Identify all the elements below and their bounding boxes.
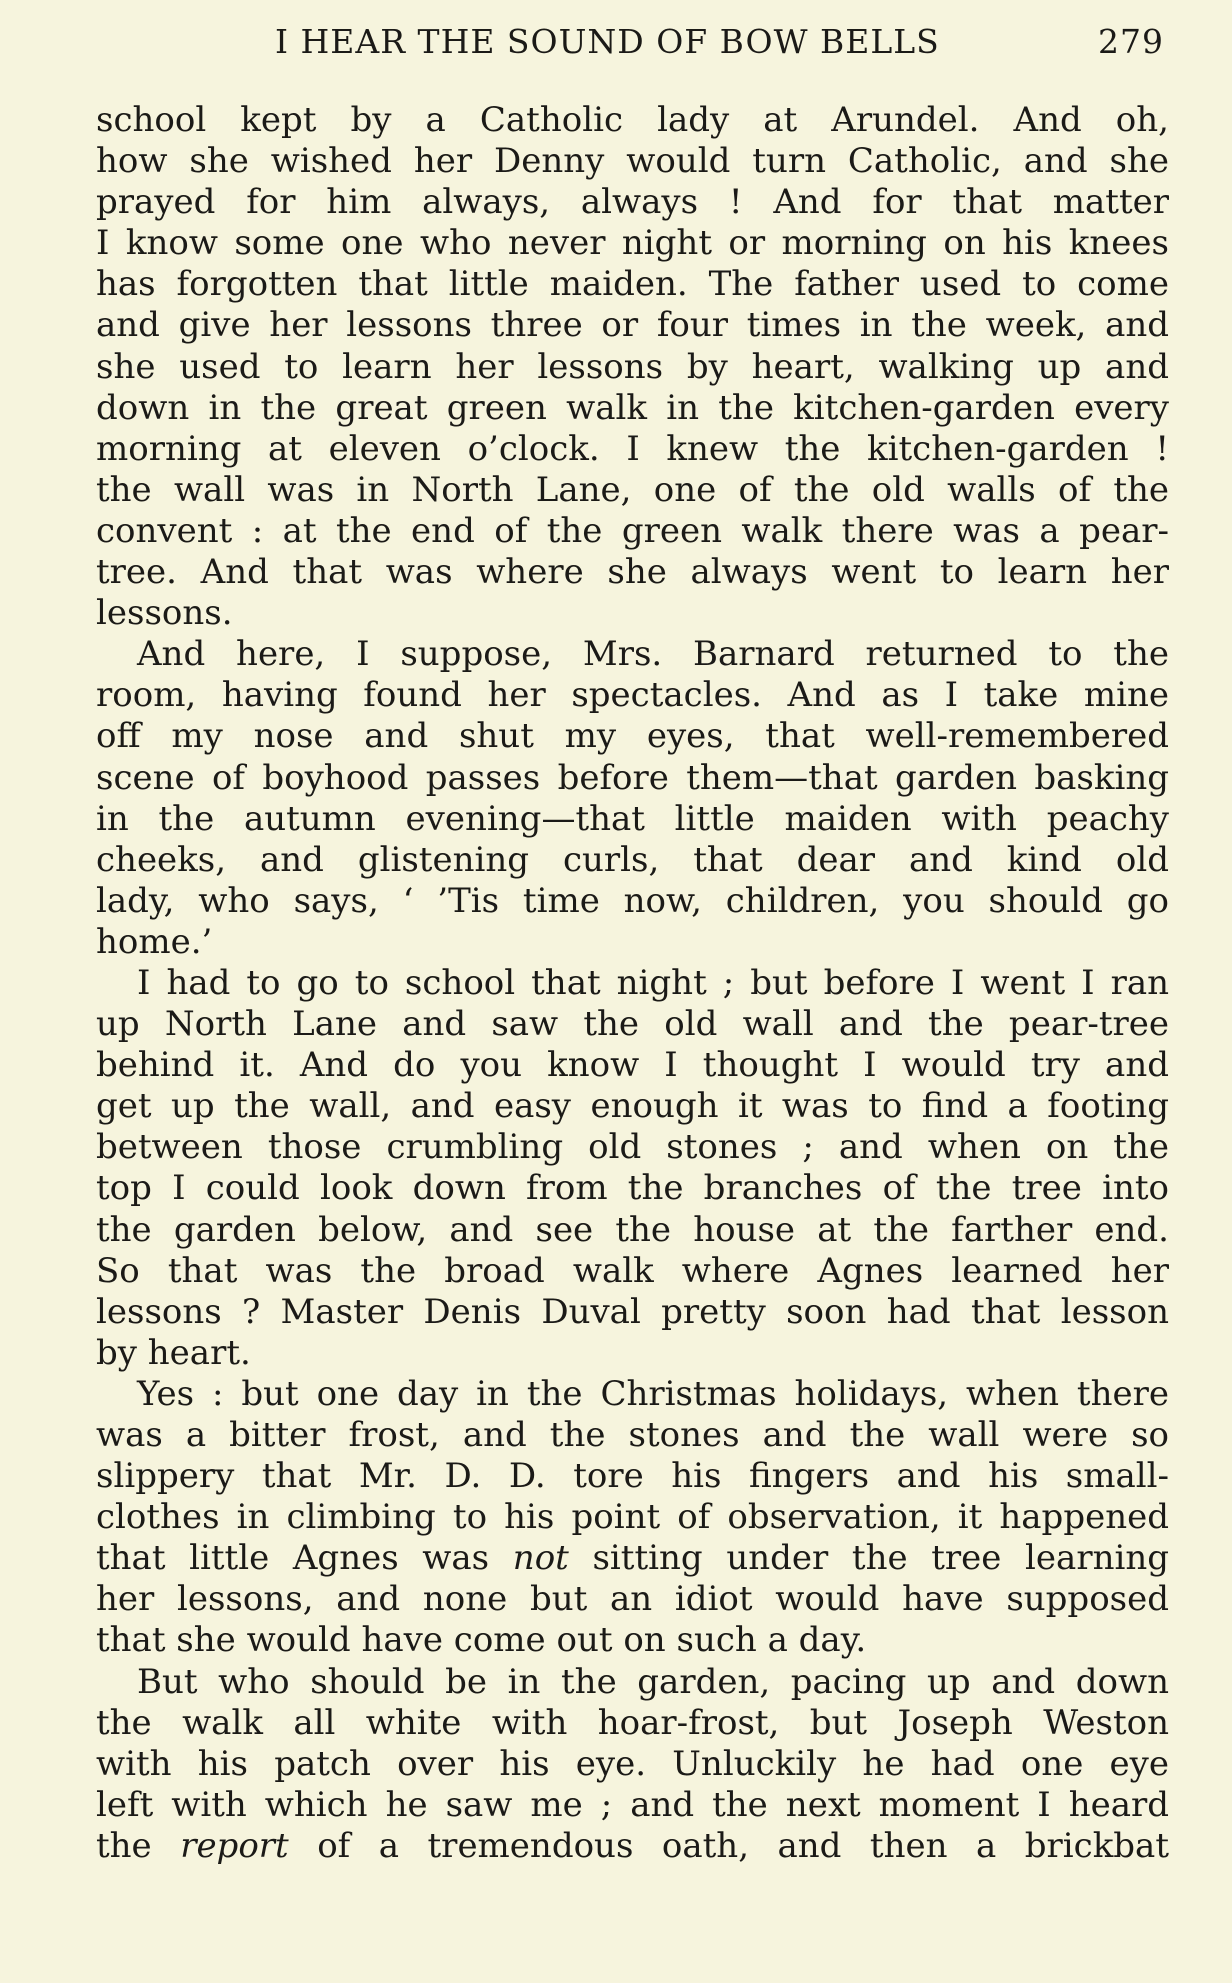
- text-line: [96, 1579, 1169, 1620]
- text-line: [96, 552, 1169, 593]
- line-text: I know some one who never night or morning on his knees: [96, 223, 1169, 264]
- running-header: [275, 22, 1164, 66]
- line-text: tree. And that was where she always went to learn her: [96, 552, 1169, 593]
- line-text: has forgotten that little maiden. The father used to come: [96, 264, 1169, 305]
- line-text-after: sitting under the tree learning: [568, 1538, 1170, 1579]
- text-line: [96, 1292, 1169, 1333]
- line-text: slippery that Mr. D. D. tore his fingers and his small-: [96, 1456, 1169, 1497]
- text-line: [96, 1662, 1169, 1703]
- line-text: And here, I suppose, Mrs. Barnard returned to the: [137, 634, 1169, 675]
- line-text: was a bitter frost, and the stones and the wall were so: [96, 1415, 1169, 1455]
- text-line: [96, 511, 1169, 552]
- line-text: cheeks, and glistening curls, that dear and kind old: [96, 839, 1169, 880]
- line-text: between those crumbling old stones ; and when on the: [96, 1127, 1169, 1168]
- text-line: [96, 1415, 1169, 1456]
- text-line: [96, 1826, 1169, 1867]
- line-text: morning at eleven o’clock. I knew the kitchen-garden !: [96, 428, 1169, 469]
- text-line: [96, 429, 1169, 470]
- text-line: [96, 223, 1169, 264]
- text-line: [96, 264, 1169, 305]
- line-text: convent : at the end of the green walk there was a pear-: [96, 510, 1169, 551]
- line-text: scene of boyhood passes before them—that garden basking: [96, 757, 1169, 798]
- line-text: top I could look down from the branches of the tree into: [96, 1168, 1169, 1209]
- line-text: left with which he saw me ; and the next moment I heard: [96, 1784, 1169, 1825]
- text-line: [96, 963, 1169, 1004]
- line-text: off my nose and shut my eyes, that well-remembered: [96, 716, 1169, 757]
- text-line: [96, 881, 1169, 922]
- line-text: lessons ? Master Denis Duval pretty soon had that lesson: [96, 1291, 1169, 1332]
- text-line: [96, 1004, 1169, 1045]
- text-line: [96, 1620, 1169, 1661]
- line-text: the: [96, 1825, 181, 1866]
- text-line: [96, 799, 1169, 840]
- line-text: school kept by a Catholic lady at Arundel. And oh,: [96, 100, 1169, 140]
- text-line: [96, 1497, 1169, 1538]
- text-line: [96, 1086, 1169, 1127]
- line-text: the walk all white with hoar-frost, but Joseph Weston: [96, 1702, 1169, 1743]
- text-line: [96, 675, 1169, 716]
- text-line: [96, 470, 1169, 511]
- italic-word: report: [180, 1825, 289, 1866]
- text-line: [96, 305, 1169, 346]
- line-text: behind it. And do you know I thought I would try and: [96, 1045, 1169, 1086]
- text-line: [96, 922, 1169, 963]
- line-text: down in the great green walk in the kitchen-garden every: [96, 387, 1169, 428]
- text-line: [96, 141, 1169, 182]
- line-text: she used to learn her lessons by heart, walking up and: [96, 346, 1169, 387]
- line-text: home.’: [96, 921, 213, 962]
- text-line: [96, 182, 1169, 223]
- chapter-title: I HEAR THE SOUND OF BOW BELLS: [275, 22, 940, 61]
- text-line: [96, 716, 1169, 757]
- text-line: [96, 1703, 1169, 1744]
- line-text: lady, who says, ‘ ’Tis time now, children, you should go: [96, 880, 1169, 921]
- text-line: [96, 1785, 1169, 1826]
- text-line: [96, 593, 1169, 634]
- line-text: lessons.: [96, 593, 233, 634]
- line-text: I had to go to school that night ; but before I went I ran: [137, 962, 1169, 1003]
- page-number: 279: [1098, 22, 1164, 61]
- line-text: up North Lane and saw the old wall and the pear-tree: [96, 1004, 1169, 1045]
- text-line: [96, 1538, 1169, 1579]
- text-line: [96, 1127, 1169, 1168]
- text-line: [96, 1168, 1169, 1209]
- line-text: So that was the broad walk where Agnes learned her: [96, 1250, 1169, 1291]
- text-line: [96, 1333, 1169, 1374]
- line-text: with his patch over his eye. Unluckily he had one eye: [96, 1743, 1169, 1784]
- text-line: [96, 1210, 1169, 1251]
- line-text: get up the wall, and easy enough it was to find a footing: [96, 1086, 1169, 1127]
- text-line: [96, 1456, 1169, 1497]
- text-line: [96, 1251, 1169, 1292]
- text-line: [96, 1374, 1169, 1415]
- line-text: and give her lessons three or four times in the week, and: [96, 305, 1169, 346]
- line-text: the garden below, and see the house at the farther end.: [96, 1209, 1169, 1250]
- line-text: the wall was in North Lane, one of the old walls of the: [96, 469, 1169, 510]
- line-text: by heart.: [96, 1332, 251, 1373]
- line-text: But who should be in the garden, pacing up and down: [137, 1661, 1169, 1702]
- text-line: [96, 100, 1169, 141]
- line-text: that she would have come out on such a day.: [96, 1620, 867, 1661]
- line-text: prayed for him always, always ! And for that matter: [96, 182, 1169, 223]
- text-line: [96, 840, 1169, 881]
- line-text: that little Agnes was: [96, 1538, 513, 1579]
- line-text: how she wished her Denny would turn Catholic, and she: [96, 141, 1169, 182]
- text-line: [96, 388, 1169, 429]
- text-line: [96, 1744, 1169, 1785]
- text-line: [96, 347, 1169, 388]
- line-text: in the autumn evening—that little maiden with peachy: [96, 798, 1169, 839]
- body-text: [96, 100, 1169, 1867]
- line-text-after: of a tremendous oath, and then a brickbat: [288, 1825, 1169, 1866]
- line-text: her lessons, and none but an idiot would have supposed: [96, 1579, 1169, 1620]
- line-text: clothes in climbing to his point of observation, it happened: [96, 1497, 1169, 1538]
- text-line: [96, 758, 1169, 799]
- line-text: room, having found her spectacles. And as I take mine: [96, 675, 1169, 716]
- text-line: [96, 634, 1169, 675]
- text-line: [96, 1045, 1169, 1086]
- line-text: Yes : but one day in the Christmas holidays, when there: [137, 1373, 1169, 1414]
- italic-word: not: [512, 1538, 569, 1579]
